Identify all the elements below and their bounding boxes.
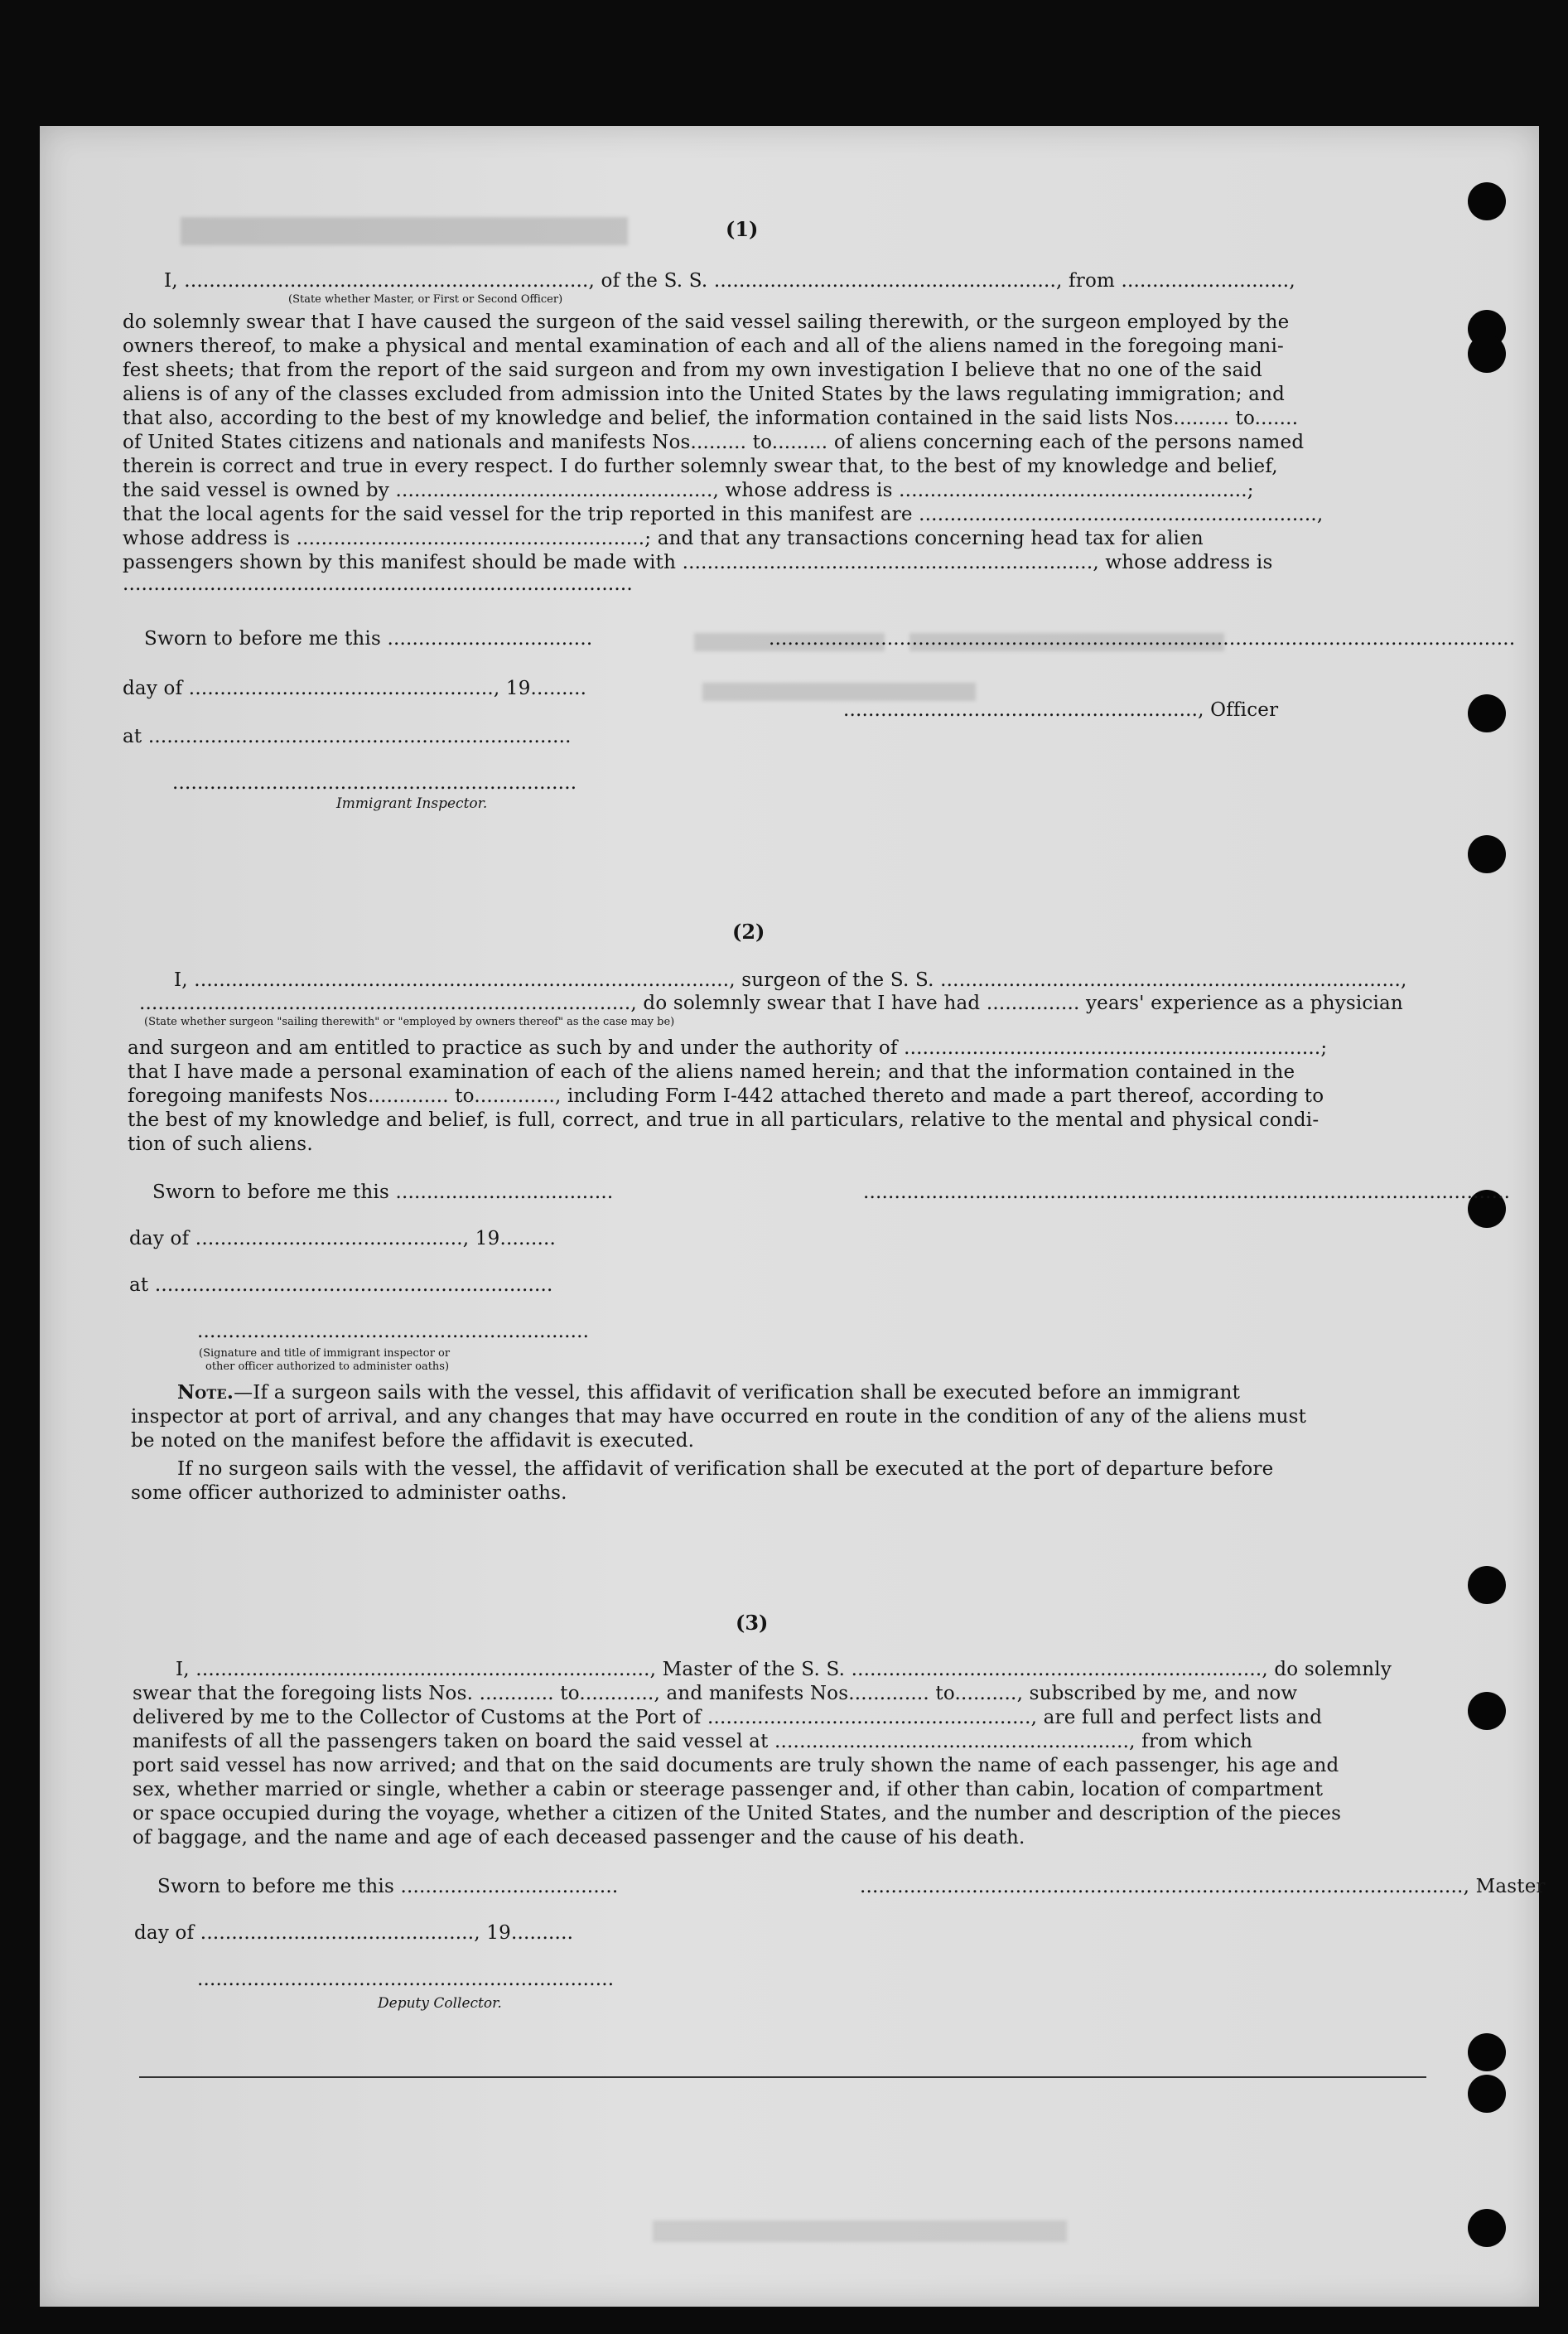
- note-paragraph-line: [177, 1380, 1240, 1405]
- oath-paragraph-line: that I have made a personal examination of each of the aliens named herein; and that the information contained in the: [128, 1061, 1295, 1083]
- punch-hole: [1468, 1566, 1506, 1604]
- note-text: —If a surgeon sails with the vessel, this affidavit of verification shall be executed before an immigrant: [234, 1382, 1241, 1404]
- punch-hole: [1468, 2075, 1506, 2113]
- day-line: day of ............................................, 19..........: [134, 1922, 574, 1944]
- inspector-caption: Immigrant Inspector.: [336, 795, 488, 812]
- section-number: (3): [736, 1611, 769, 1635]
- bleed-through-mark: [653, 2220, 1067, 2242]
- at-line: at ................................................................: [129, 1274, 553, 1296]
- oath-line: I, ................................................................., of the S. S. ......................................................., from ...........................,: [164, 270, 1295, 292]
- punch-hole: [1468, 835, 1506, 873]
- signature-line: ........................................................................................................: [863, 1181, 1511, 1203]
- signature-caption: (Signature and title of immigrant inspector or: [199, 1347, 451, 1360]
- oath-paragraph-line: the said vessel is owned by ..................................................., whose address is ........................................................;: [123, 480, 1254, 501]
- note-label: Note.: [177, 1381, 234, 1404]
- oath-paragraph-line: ..................................................................................: [123, 573, 633, 595]
- oath-paragraph-line: owners thereof, to make a physical and mental examination of each and all of the aliens named in the foregoing mani-: [123, 336, 1284, 357]
- oath-paragraph-line: delivered by me to the Collector of Customs at the Port of ...................................................., are full and perfect lists and: [133, 1707, 1323, 1728]
- oath-paragraph-line: of baggage, and the name and age of each deceased passenger and the cause of his death.: [133, 1827, 1025, 1848]
- master-signature-line: ................................................................................................., Master: [860, 1876, 1546, 1897]
- officer-line: ........................................................., Officer: [843, 699, 1279, 721]
- day-line: day of ................................................., 19.........: [123, 678, 587, 699]
- field-caption: (State whether Master, or First or Second Officer): [288, 293, 563, 306]
- oath-paragraph-line: or space occupied during the voyage, whether a citizen of the United States, and the number and description of the pieces: [133, 1803, 1342, 1824]
- at-line: at ....................................................................: [123, 726, 572, 747]
- bleed-through-mark: [181, 217, 628, 245]
- signature-caption: other officer authorized to administer oaths): [205, 1360, 450, 1373]
- oath-paragraph-line: therein is correct and true in every respect. I do further solemnly swear that, to the best of my knowledge and belief,: [123, 456, 1278, 477]
- oath-paragraph-line: aliens is of any of the classes excluded from admission into the United States by the laws regulating immigration; and: [123, 384, 1286, 405]
- manifest-affidavit-page: [40, 126, 1546, 2307]
- oath-paragraph-line: that also, according to the best of my knowledge and belief, the information contained in the said lists Nos......... to.......: [123, 408, 1299, 429]
- oath-paragraph-line: that the local agents for the said vessel for the trip reported in this manifest are ................................................................,: [123, 504, 1324, 525]
- oath-paragraph-line: sex, whether married or single, whether a cabin or steerage passenger and, if other than cabin, location of compartment: [133, 1779, 1324, 1800]
- oath-line: I, ........................................................................., Master of the S. S. .................................................................., do solemnly: [176, 1659, 1392, 1680]
- inspector-signature-line: ...............................................................: [197, 1321, 590, 1342]
- sworn-line: Sworn to before me this ...................................: [152, 1181, 614, 1203]
- deputy-collector-caption: Deputy Collector.: [378, 1995, 502, 2012]
- field-caption: (State whether surgeon "sailing therewith" or "employed by owners thereof" as the case may be): [144, 1016, 675, 1028]
- oath-paragraph-line: tion of such aliens.: [128, 1133, 313, 1155]
- oath-paragraph-line: foregoing manifests Nos............. to............., including Form I-442 attached thereto and made a part thereof, according to: [128, 1085, 1324, 1107]
- punch-hole: [1468, 1692, 1506, 1730]
- note-paragraph-line: be noted on the manifest before the affidavit is executed.: [131, 1430, 695, 1452]
- punch-hole: [1468, 2033, 1506, 2071]
- punch-hole: [1468, 694, 1506, 732]
- oath-paragraph-line: do solemnly swear that I have caused the surgeon of the said vessel sailing therewith, or the surgeon employed by the: [123, 312, 1290, 333]
- note-paragraph-line: If no surgeon sails with the vessel, the affidavit of verification shall be executed at the port of departure before: [177, 1458, 1274, 1480]
- punch-hole: [1468, 335, 1506, 373]
- inspector-signature-line: .................................................................: [172, 772, 577, 794]
- oath-paragraph-line: whose address is ........................................................; and that any transactions concerning head tax for alien: [123, 528, 1204, 549]
- punch-hole: [1468, 2209, 1506, 2247]
- note-paragraph-line: some officer authorized to administer oaths.: [131, 1482, 567, 1504]
- sworn-line: Sworn to before me this .................................: [144, 628, 593, 650]
- oath-paragraph-line: swear that the foregoing lists Nos. ............ to............, and manifests Nos............. to.........., subscribed by me, and now: [133, 1683, 1298, 1704]
- oath-line: I, ......................................................................................, surgeon of the S. S. ..........................................................................,: [174, 969, 1407, 991]
- section-number: (1): [726, 217, 759, 241]
- oath-paragraph-line: fest sheets; that from the report of the said surgeon and from my own investigation I believe that no one of the said: [123, 360, 1262, 381]
- day-line: day of ..........................................., 19.........: [129, 1228, 557, 1249]
- bottom-rule: [139, 2076, 1426, 2078]
- signature-line: ........................................................................................................................: [769, 628, 1516, 650]
- oath-line: ..............................................................................., do solemnly swear that I have had ............... years' experience as a physician: [139, 993, 1403, 1014]
- punch-hole: [1468, 182, 1506, 220]
- oath-paragraph-line: port said vessel has now arrived; and that on the said documents are truly shown the name of each passenger, his age and: [133, 1755, 1339, 1776]
- oath-paragraph-line: the best of my knowledge and belief, is full, correct, and true in all particulars, relative to the mental and physical condi-: [128, 1109, 1320, 1131]
- oath-paragraph-line: and surgeon and am entitled to practice as such by and under the authority of ...................................................................;: [128, 1037, 1328, 1059]
- oath-paragraph-line: of United States citizens and nationals and manifests Nos......... to......... of aliens concerning each of the persons named: [123, 432, 1305, 453]
- oath-paragraph-line: manifests of all the passengers taken on board the said vessel at ........................................................., from which: [133, 1731, 1253, 1752]
- oath-paragraph-line: passengers shown by this manifest should be made with .................................................................., whose address is: [123, 552, 1273, 573]
- sworn-line: Sworn to before me this ...................................: [157, 1876, 619, 1897]
- note-paragraph-line: inspector at port of arrival, and any changes that may have occurred en route in the condition of any of the aliens must: [131, 1406, 1307, 1428]
- section-number: (2): [732, 920, 765, 944]
- collector-signature-line: ...................................................................: [197, 1969, 615, 1990]
